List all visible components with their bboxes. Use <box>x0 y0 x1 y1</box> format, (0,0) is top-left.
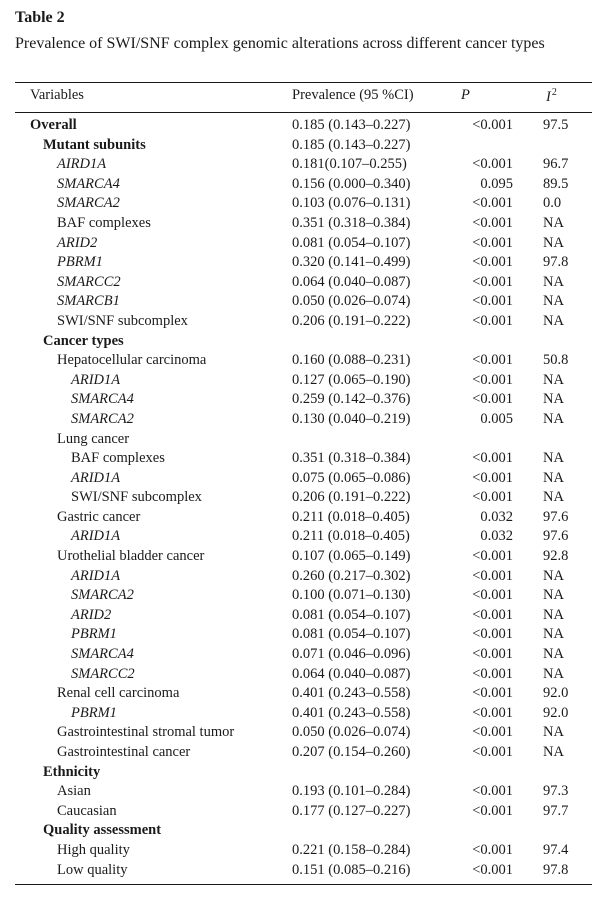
table-row <box>15 586 592 606</box>
table-row <box>15 665 592 685</box>
bottom-rule <box>15 884 592 885</box>
cell-variable: Low quality <box>57 861 128 878</box>
cell-i-squared: 97.8 <box>543 861 569 878</box>
table-row <box>15 410 592 430</box>
cell-prevalence: 0.177 (0.127–0.227) <box>292 802 411 819</box>
header-i-squared-base: I <box>546 89 551 105</box>
cell-prevalence: 0.181(0.107–0.255) <box>292 156 407 173</box>
cell-p-value: <0.001 <box>472 312 513 329</box>
cell-p-value: <0.001 <box>472 841 513 858</box>
table-caption: Prevalence of SWI/SNF complex genomic alterations across different cancer types <box>15 35 545 52</box>
cell-variable: Gastric cancer <box>57 508 141 525</box>
cell-p-value: 0.032 <box>480 508 513 525</box>
top-rule <box>15 82 592 83</box>
cell-variable: Hepatocellular carcinoma <box>57 352 207 369</box>
cell-p-value: <0.001 <box>472 744 513 760</box>
cell-variable: AIRD1A <box>57 156 107 173</box>
cell-prevalence: 0.221 (0.158–0.284) <box>292 841 411 858</box>
cell-prevalence: 0.081 (0.054–0.107) <box>292 234 411 251</box>
cell-prevalence: 0.064 (0.040–0.087) <box>292 273 411 290</box>
cell-i-squared: 0.0 <box>543 195 562 212</box>
table-row <box>15 743 592 763</box>
cell-variable: SMARCA2 <box>71 587 134 604</box>
table-row <box>15 430 592 450</box>
table-row <box>15 625 592 645</box>
cell-prevalence: 0.193 (0.101–0.284) <box>292 783 411 800</box>
cell-prevalence: 0.081 (0.054–0.107) <box>292 626 411 643</box>
cell-i-squared: NA <box>543 567 564 584</box>
cell-i-squared: NA <box>543 234 564 251</box>
cell-i-squared: 92.8 <box>543 548 569 565</box>
table-row <box>15 704 592 724</box>
cell-variable: ARID1A <box>71 371 121 388</box>
cell-prevalence: 0.185 (0.143–0.227) <box>292 117 411 133</box>
cell-prevalence: 0.100 (0.071–0.130) <box>292 587 411 604</box>
cell-i-squared: NA <box>543 273 564 290</box>
table-row <box>15 606 592 626</box>
cell-variable: SWI/SNF subcomplex <box>57 312 188 329</box>
cell-variable: Asian <box>57 783 91 800</box>
cell-variable: PBRM1 <box>57 254 103 271</box>
cell-p-value: <0.001 <box>472 802 513 819</box>
table-row <box>15 273 592 293</box>
table-row <box>15 449 592 469</box>
cell-p-value: <0.001 <box>472 156 513 173</box>
table-row <box>15 332 592 352</box>
cell-variable: ARID1A <box>71 469 121 486</box>
cell-prevalence: 0.130 (0.040–0.219) <box>292 410 411 427</box>
cell-variable: BAF complexes <box>57 214 151 231</box>
cell-p-value: <0.001 <box>472 626 513 643</box>
cell-p-value: <0.001 <box>472 195 513 212</box>
cell-prevalence: 0.401 (0.243–0.558) <box>292 704 411 721</box>
cell-i-squared: NA <box>543 391 564 408</box>
cell-i-squared: NA <box>543 312 564 329</box>
cell-i-squared: 97.8 <box>543 254 569 271</box>
cell-p-value: <0.001 <box>472 606 513 623</box>
table-row <box>15 763 592 783</box>
cell-variable: ARID1A <box>71 528 121 545</box>
cell-p-value: 0.095 <box>480 175 513 192</box>
cell-variable: SWI/SNF subcomplex <box>71 489 202 506</box>
cell-variable: Lung cancer <box>57 430 130 447</box>
cell-i-squared: NA <box>543 646 564 663</box>
table-row <box>15 782 592 802</box>
cell-p-value: <0.001 <box>472 254 513 271</box>
cell-p-value: <0.001 <box>472 861 513 878</box>
cell-prevalence: 0.071 (0.046–0.096) <box>292 646 411 663</box>
cell-prevalence: 0.127 (0.065–0.190) <box>292 371 411 388</box>
cell-prevalence: 0.320 (0.141–0.499) <box>292 254 411 271</box>
cell-variable: Gastrointestinal stromal tumor <box>57 724 235 741</box>
cell-p-value: <0.001 <box>472 273 513 290</box>
cell-i-squared: 92.0 <box>543 704 569 721</box>
table-row <box>15 547 592 567</box>
table-row <box>15 371 592 391</box>
cell-prevalence: 0.211 (0.018–0.405) <box>292 508 410 525</box>
header-i-squared-sup: 2 <box>551 87 557 98</box>
cell-variable: Gastrointestinal cancer <box>57 744 191 760</box>
cell-prevalence: 0.185 (0.143–0.227) <box>292 136 411 153</box>
table-row <box>15 527 592 547</box>
cell-i-squared: NA <box>543 626 564 643</box>
cell-variable: Mutant subunits <box>43 136 146 153</box>
cell-variable: ARID2 <box>57 234 98 251</box>
cell-i-squared: NA <box>543 450 564 467</box>
cell-prevalence: 0.064 (0.040–0.087) <box>292 665 411 682</box>
cell-i-squared: NA <box>543 469 564 486</box>
header-p-value: P <box>461 87 470 103</box>
cell-variable: SMARCA4 <box>57 175 120 192</box>
table-row <box>15 567 592 587</box>
cell-i-squared: NA <box>543 371 564 388</box>
cell-variable: PBRM1 <box>71 704 117 721</box>
cell-p-value: <0.001 <box>472 117 513 133</box>
table-row <box>15 234 592 254</box>
table-row <box>15 351 592 371</box>
table-row <box>15 861 592 881</box>
cell-i-squared: 97.6 <box>543 528 569 545</box>
cell-prevalence: 0.206 (0.191–0.222) <box>292 489 411 506</box>
cell-variable: PBRM1 <box>71 626 117 643</box>
cell-p-value: <0.001 <box>472 646 513 663</box>
cell-p-value: <0.001 <box>472 469 513 486</box>
cell-prevalence: 0.151 (0.085–0.216) <box>292 861 411 878</box>
cell-variable: SMARCA4 <box>71 391 134 408</box>
cell-variable: ARID2 <box>71 606 112 623</box>
table-header <box>15 87 592 109</box>
header-i-squared <box>546 87 557 106</box>
cell-variable: Cancer types <box>43 332 124 349</box>
cell-prevalence: 0.050 (0.026–0.074) <box>292 724 411 741</box>
cell-prevalence: 0.351 (0.318–0.384) <box>292 214 411 231</box>
cell-variable: Caucasian <box>57 802 117 819</box>
header-prevalence: Prevalence (95 %CI) <box>292 87 414 103</box>
cell-prevalence: 0.206 (0.191–0.222) <box>292 312 411 329</box>
table-row <box>15 214 592 234</box>
table-body <box>15 116 592 880</box>
table-row <box>15 488 592 508</box>
cell-prevalence: 0.260 (0.217–0.302) <box>292 567 411 584</box>
cell-p-value: <0.001 <box>472 214 513 231</box>
table-row <box>15 684 592 704</box>
cell-prevalence: 0.160 (0.088–0.231) <box>292 352 411 369</box>
cell-variable: SMARCA2 <box>71 410 134 427</box>
cell-i-squared: 97.7 <box>543 802 569 819</box>
cell-variable: SMARCB1 <box>57 293 120 310</box>
cell-p-value: <0.001 <box>472 489 513 506</box>
table-row <box>15 645 592 665</box>
cell-i-squared: NA <box>543 410 564 427</box>
cell-p-value: 0.032 <box>480 528 513 545</box>
cell-variable: SMARCC2 <box>57 273 121 290</box>
cell-i-squared: NA <box>543 744 564 760</box>
cell-variable: SMARCC2 <box>71 665 135 682</box>
cell-i-squared: NA <box>543 724 564 741</box>
cell-variable: Urothelial bladder cancer <box>57 548 205 565</box>
cell-variable: Ethnicity <box>43 763 101 780</box>
cell-variable: ARID1A <box>71 567 121 584</box>
cell-i-squared: NA <box>543 293 564 310</box>
cell-p-value: 0.005 <box>480 410 513 427</box>
table-row <box>15 253 592 273</box>
header-rule <box>15 112 592 113</box>
table-row <box>15 292 592 312</box>
cell-i-squared: 97.3 <box>543 783 569 800</box>
cell-p-value: <0.001 <box>472 724 513 741</box>
cell-p-value: <0.001 <box>472 371 513 388</box>
cell-p-value: <0.001 <box>472 587 513 604</box>
cell-p-value: <0.001 <box>472 567 513 584</box>
table-label: Table 2 <box>15 9 65 26</box>
cell-i-squared: NA <box>543 214 564 231</box>
cell-variable: SMARCA4 <box>71 646 134 663</box>
table-row <box>15 469 592 489</box>
cell-p-value: <0.001 <box>472 548 513 565</box>
cell-p-value: <0.001 <box>472 293 513 310</box>
cell-p-value: <0.001 <box>472 391 513 408</box>
cell-i-squared: 92.0 <box>543 685 569 702</box>
cell-p-value: <0.001 <box>472 352 513 369</box>
cell-p-value: <0.001 <box>472 704 513 721</box>
header-variables: Variables <box>30 87 84 103</box>
cell-prevalence: 0.075 (0.065–0.086) <box>292 469 411 486</box>
table-row <box>15 802 592 822</box>
cell-i-squared: NA <box>543 587 564 604</box>
cell-prevalence: 0.351 (0.318–0.384) <box>292 450 411 467</box>
table-row <box>15 175 592 195</box>
cell-p-value: <0.001 <box>472 450 513 467</box>
table-row <box>15 194 592 214</box>
cell-variable: SMARCA2 <box>57 195 120 212</box>
table-row <box>15 821 592 841</box>
cell-prevalence: 0.207 (0.154–0.260) <box>292 744 411 760</box>
table-row <box>15 508 592 528</box>
cell-prevalence: 0.401 (0.243–0.558) <box>292 685 411 702</box>
cell-prevalence: 0.050 (0.026–0.074) <box>292 293 411 310</box>
cell-p-value: <0.001 <box>472 685 513 702</box>
table-row <box>15 155 592 175</box>
cell-variable: High quality <box>57 841 130 858</box>
cell-variable: Overall <box>30 117 77 133</box>
table-row <box>15 390 592 410</box>
cell-i-squared: 97.4 <box>543 841 569 858</box>
cell-variable: Quality assessment <box>43 822 162 839</box>
cell-i-squared: 97.5 <box>543 117 569 133</box>
table-row <box>15 136 592 156</box>
cell-p-value: <0.001 <box>472 783 513 800</box>
cell-i-squared: NA <box>543 665 564 682</box>
cell-prevalence: 0.259 (0.142–0.376) <box>292 391 411 408</box>
cell-i-squared: 89.5 <box>543 175 569 192</box>
cell-prevalence: 0.211 (0.018–0.405) <box>292 528 410 545</box>
table-row <box>15 312 592 332</box>
cell-p-value: <0.001 <box>472 234 513 251</box>
cell-i-squared: NA <box>543 606 564 623</box>
cell-i-squared: 96.7 <box>543 156 569 173</box>
cell-prevalence: 0.107 (0.065–0.149) <box>292 548 411 565</box>
cell-prevalence: 0.103 (0.076–0.131) <box>292 195 411 212</box>
table-row <box>15 723 592 743</box>
cell-i-squared: 50.8 <box>543 352 569 369</box>
cell-prevalence: 0.081 (0.054–0.107) <box>292 606 411 623</box>
cell-p-value: <0.001 <box>472 665 513 682</box>
cell-variable: BAF complexes <box>71 450 165 467</box>
table-row <box>15 841 592 861</box>
cell-i-squared: NA <box>543 489 564 506</box>
cell-variable: Renal cell carcinoma <box>57 685 180 702</box>
cell-i-squared: 97.6 <box>543 508 569 525</box>
cell-prevalence: 0.156 (0.000–0.340) <box>292 175 411 192</box>
table-row <box>15 116 592 136</box>
